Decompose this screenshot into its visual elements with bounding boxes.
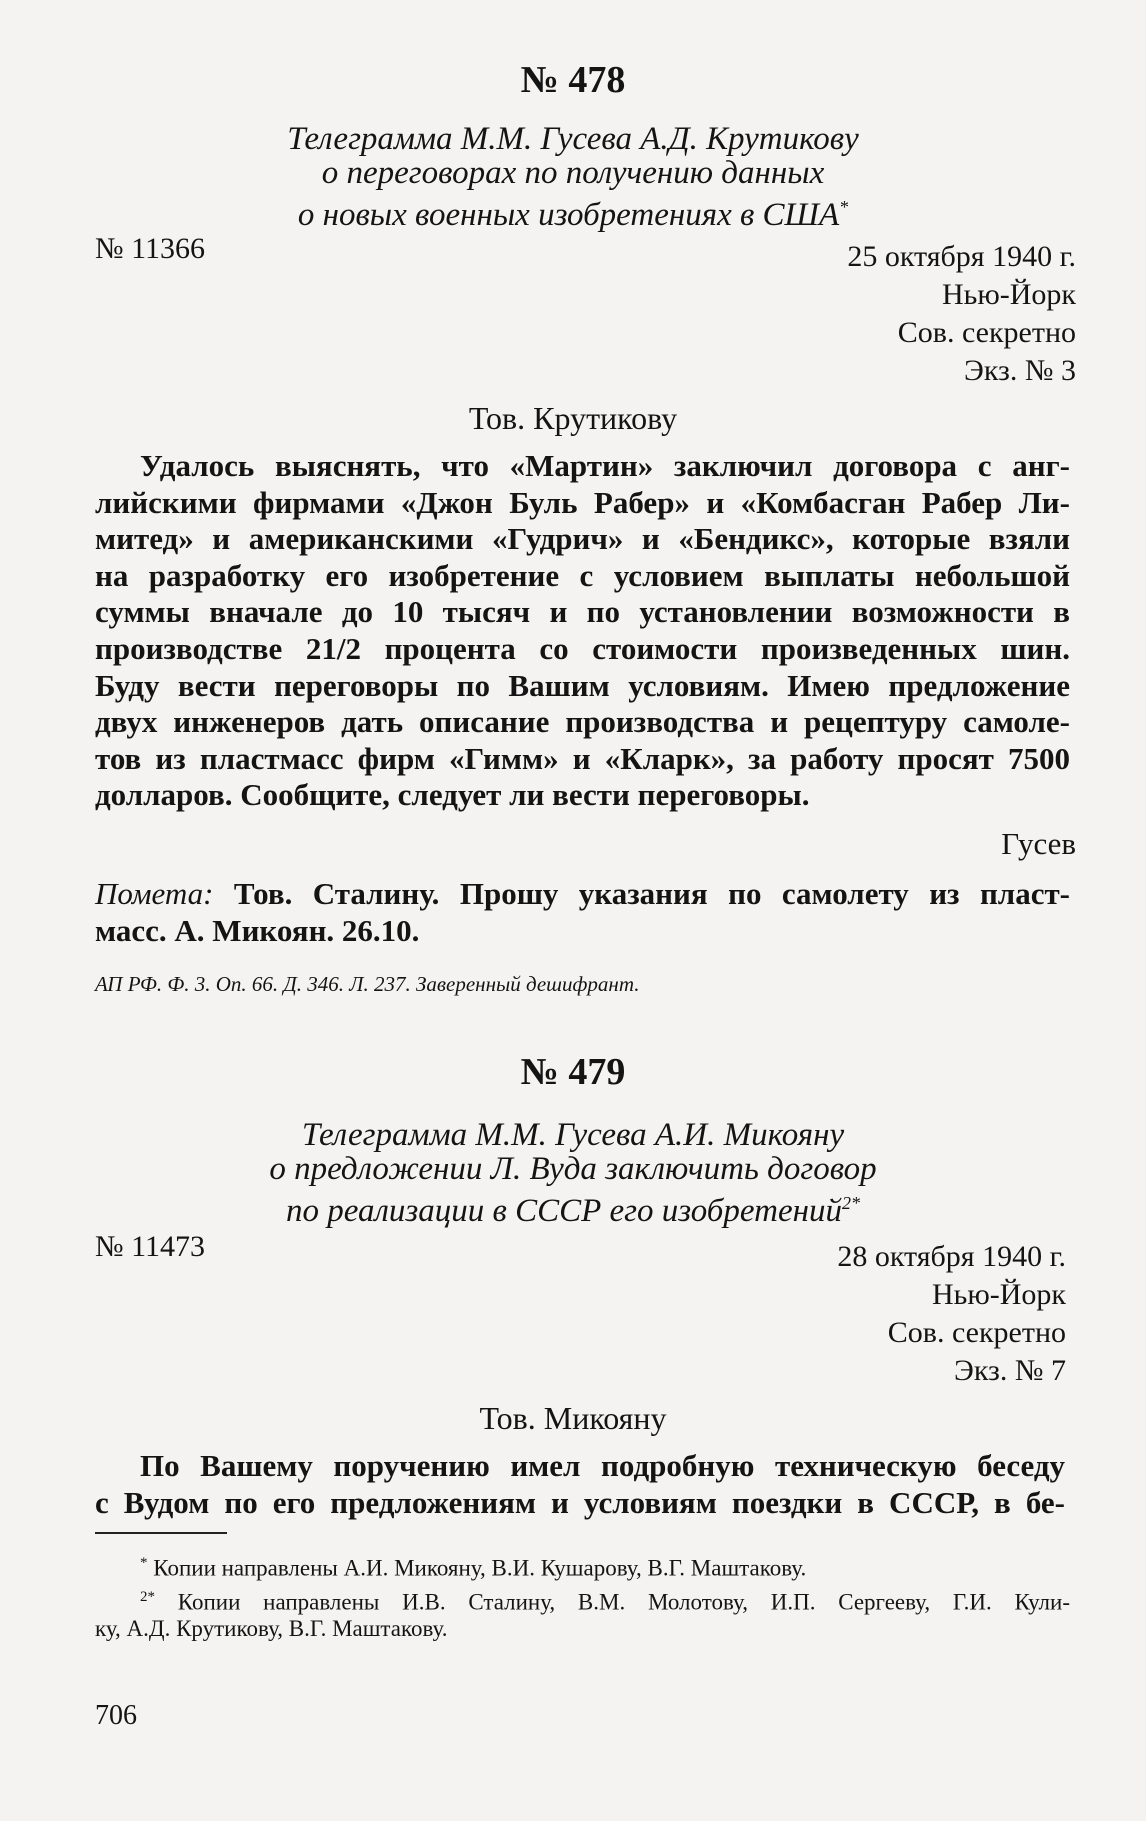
footnote	[95, 1550, 1070, 1582]
annotation-text: Тов. Сталину. Прошу указания по самолету из пласт-	[233, 876, 1071, 911]
heading-line: о переговорах по получению данных	[321, 155, 825, 191]
addressee: Тов. Микояну	[479, 1400, 667, 1436]
registration-number: № 11366	[95, 232, 206, 265]
doc-date: 25 октября 1940 г.	[847, 240, 1076, 273]
footnote-text: Копии направлены И.В. Сталину, В.М. Молотову, И.П. Сергееву, Г.И. Кули-	[177, 1589, 1071, 1615]
footnote-mark: 2*	[841, 1193, 860, 1213]
body-line: тов из пластмасс фирм «Гимм» и «Кларк», за работу просят 7500	[95, 740, 1070, 776]
heading-line: Телеграмма М.М. Гусева А.И. Микояну	[301, 1117, 845, 1153]
body-line: долларов. Сообщите, следует ли вести переговоры.	[95, 777, 810, 813]
annotation	[95, 876, 1070, 949]
copy-number: Экз. № 7	[954, 1354, 1066, 1387]
doc-number: № 478	[520, 59, 626, 101]
footnote-text: Копии направлены А.И. Микояну, В.И. Кушарову, В.Г. Маштакову.	[153, 1555, 807, 1581]
signature: Гусев	[1001, 826, 1076, 861]
body-line: митед» и американскими «Гудрич» и «Бендикс», которые взяли	[95, 521, 1070, 557]
doc-heading	[0, 122, 1146, 232]
telegram-body	[95, 1448, 1065, 1521]
archive-reference: АП РФ. Ф. 3. Оп. 66. Д. 346. Л. 237. Заверенный дешифрант.	[95, 972, 640, 996]
addressee: Тов. Крутикову	[468, 400, 678, 436]
footnote	[95, 1584, 1070, 1616]
annotation-line: масс. А. Микоян. 26.10.	[95, 912, 420, 948]
footnote-continuation: ку, А.Д. Крутикову, В.Г. Маштакову.	[95, 1616, 448, 1642]
doc-place: Нью-Йорк	[932, 1278, 1066, 1311]
footnote-divider	[95, 1532, 227, 1534]
heading-line: Телеграмма М.М. Гусева А.Д. Крутикову	[287, 121, 859, 157]
annotation-label: Помета:	[95, 876, 214, 911]
heading-line	[0, 1186, 1146, 1228]
heading-line	[0, 190, 1146, 232]
heading-text: по реализации в СССР его изобретений	[286, 1193, 842, 1229]
footnote-mark: 2*	[140, 1588, 155, 1605]
page-number: 706	[95, 1700, 137, 1731]
annotation-line	[95, 876, 1070, 913]
body-line: на разработку его изобретение с условием выплаты небольшой	[95, 557, 1070, 593]
telegram-body	[95, 448, 1070, 814]
copy-number: Экз. № 3	[964, 354, 1076, 387]
body-line: суммы вначале до 10 тысяч и по установлении возможности в	[95, 594, 1070, 630]
doc-number: № 479	[520, 1051, 626, 1093]
body-line: производстве 21/2 процента со стоимости произведенных шин.	[95, 630, 1070, 666]
doc-date: 28 октября 1940 г.	[837, 1240, 1066, 1273]
body-line: с Вудом по его предложениям и условиям поездки в СССР, в бе-	[95, 1484, 1065, 1520]
body-line: Удалось выяснять, что «Мартин» заключил договора с анг-	[140, 448, 1070, 483]
heading-text: о новых военных изобретениях в США	[297, 197, 840, 233]
doc-place: Нью-Йорк	[942, 278, 1076, 311]
registration-number: № 11473	[95, 1230, 206, 1263]
doc-heading	[0, 1118, 1146, 1228]
body-line: Буду вести переговоры по Вашим условиям. Имею предложение	[95, 667, 1070, 703]
heading-line: о предложении Л. Вуда заключить договор	[269, 1151, 877, 1187]
body-line: лийскими фирмами «Джон Буль Рабер» и «Комбасган Рабер Ли-	[95, 484, 1070, 520]
body-line: По Вашему поручению имел подробную техническую беседу	[140, 1448, 1065, 1483]
classification: Сов. секретно	[897, 316, 1076, 349]
classification: Сов. секретно	[887, 1316, 1066, 1349]
footnote-mark: *	[839, 197, 849, 217]
body-line: двух инженеров дать описание производства и рецептуру самоле-	[95, 704, 1070, 740]
footnote-mark: *	[140, 1555, 148, 1571]
footnotes	[95, 1550, 1070, 1642]
